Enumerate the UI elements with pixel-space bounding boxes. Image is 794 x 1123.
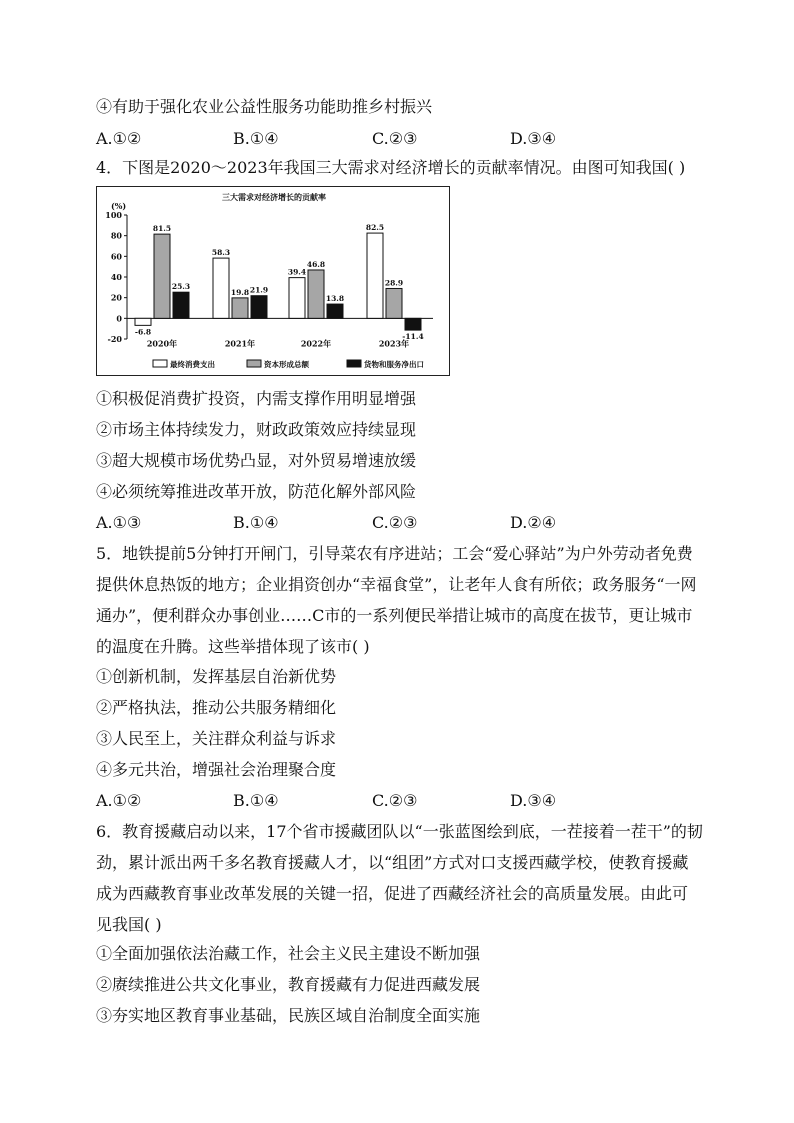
q4-item-4: ④必须统筹推进改革开放，防范化解外部风险 — [96, 482, 417, 501]
q5-stem-line-3: 通办”，便利群众办事创业……C市的一系列便民举措让城市的高度在拔节，更让城市 — [96, 606, 693, 625]
bar — [154, 234, 170, 318]
bar-value-label: 82.5 — [365, 223, 385, 233]
q6-stem-line-2: 劲，累计派出两千多名教育援藏人才，以“组团”方式对口支援西藏学校，使教育援藏 — [96, 853, 689, 872]
q4-option-c[interactable]: C.②③ — [372, 513, 418, 532]
y-tick-label: -20 — [107, 334, 122, 344]
prev-option-d[interactable]: D.③④ — [510, 129, 557, 148]
bar-value-label: -11.4 — [402, 332, 424, 342]
bar — [251, 296, 267, 319]
prev-option-b[interactable]: B.①④ — [233, 129, 279, 148]
x-category-label: 2023年 — [378, 338, 410, 349]
q6-stem-line-3: 成为西藏教育事业改革发展的关键一招，促进了西藏经济社会的高质量发展。由此可 — [96, 884, 689, 903]
q4-item-2: ②市场主体持续发力，财政政策效应持续显现 — [96, 420, 417, 439]
q5-stem-line-2: 提供休息热饭的地方；企业捐资创办“幸福食堂”，让老年人食有所依；政务服务“一网 — [96, 575, 697, 594]
bar — [367, 233, 383, 318]
q5-item-1: ①创新机制，发挥基层自治新优势 — [96, 667, 337, 686]
bar-value-label: 39.4 — [287, 267, 307, 277]
q6-stem-line-1: 6．教育援藏启动以来，17个省市援藏团队以“一张蓝图绘到底，一茬接着一茬干”的韧 — [96, 822, 703, 841]
q6-item-2: ②赓续推进公共文化事业，教育援藏有力促进西藏发展 — [96, 975, 481, 994]
bar-value-label: 25.3 — [171, 282, 191, 292]
bar-value-label: -6.8 — [134, 327, 152, 337]
bar — [135, 318, 151, 325]
prev-option-c[interactable]: C.②③ — [372, 129, 418, 148]
q6-item-1: ①全面加强依法治藏工作，社会主义民主建设不断加强 — [96, 944, 481, 963]
y-tick-label: 40 — [110, 272, 122, 282]
legend-swatch — [153, 360, 167, 367]
contribution-bar-chart — [96, 186, 450, 376]
bar-value-label: 13.8 — [325, 294, 345, 304]
bar — [386, 288, 402, 318]
bar-value-label: 81.5 — [152, 224, 172, 234]
q4-option-b[interactable]: B.①④ — [233, 513, 279, 532]
y-tick-label: 20 — [110, 292, 122, 303]
x-category-label: 2020年 — [146, 338, 178, 349]
prev-option-a[interactable]: A.①② — [96, 129, 142, 148]
bar — [327, 304, 343, 318]
q5-item-3: ③人民至上，关注群众利益与诉求 — [96, 729, 337, 748]
q5-item-2: ②严格执法，推动公共服务精细化 — [96, 698, 337, 717]
q6-stem-line-4: 见我国( ) — [96, 915, 162, 934]
q5-stem-line-4: 的温度在升腾。这些举措体现了该市( ) — [96, 637, 370, 656]
q5-option-b[interactable]: B.①④ — [233, 791, 279, 810]
x-category-label: 2022年 — [300, 338, 332, 349]
legend-swatch — [347, 360, 361, 367]
y-axis-unit-label: (%) — [111, 201, 127, 211]
y-tick-label: 0 — [116, 313, 122, 324]
q5-item-4: ④多元共治，增强社会治理聚合度 — [96, 760, 337, 779]
x-category-label: 2021年 — [224, 338, 256, 349]
q5-stem-line-1: 5．地铁提前5分钟打开闸门，引导菜农有序进站；工会“爱心驿站”为户外劳动者免费 — [96, 544, 693, 563]
bar-value-label: 19.8 — [230, 287, 250, 297]
q4-option-d[interactable]: D.②④ — [510, 513, 557, 532]
y-tick-label: 60 — [110, 251, 122, 262]
question-4-stem: 4．下图是2020～2023年我国三大需求对经济增长的贡献率情况。由图可知我国( ) — [96, 158, 686, 177]
q5-option-a[interactable]: A.①② — [96, 791, 142, 810]
q5-option-c[interactable]: C.②③ — [372, 791, 418, 810]
q4-item-1: ①积极促消费扩投资，内需支撑作用明显增强 — [96, 389, 417, 408]
q4-item-3: ③超大规模市场优势凸显，对外贸易增速放缓 — [96, 451, 417, 470]
legend-label: 货物和服务净出口 — [364, 360, 424, 369]
legend-label: 最终消费支出 — [170, 360, 215, 369]
q4-option-a[interactable]: A.①③ — [96, 513, 142, 532]
legend-label: 资本形成总额 — [264, 360, 309, 369]
bar-value-label: 28.9 — [384, 278, 404, 288]
y-tick-label: 100 — [105, 210, 122, 220]
q6-item-3: ③夯实地区教育事业基础，民族区域自治制度全面实施 — [96, 1006, 481, 1025]
bar — [173, 292, 189, 318]
bar — [289, 278, 305, 319]
bar — [405, 318, 421, 330]
bar-value-label: 46.8 — [306, 259, 326, 269]
bar-value-label: 21.9 — [249, 285, 269, 295]
prev-question-item-4: ④有助于强化农业公益性服务功能助推乡村振兴 — [96, 97, 433, 116]
chart-title: 三大需求对经济增长的贡献率 — [222, 192, 326, 202]
q5-option-d[interactable]: D.③④ — [510, 791, 557, 810]
bar — [232, 298, 248, 318]
bar — [308, 270, 324, 318]
legend-swatch — [247, 360, 261, 367]
bar — [213, 258, 229, 318]
bar-value-label: 58.3 — [211, 248, 231, 258]
y-tick-label: 80 — [110, 230, 122, 241]
